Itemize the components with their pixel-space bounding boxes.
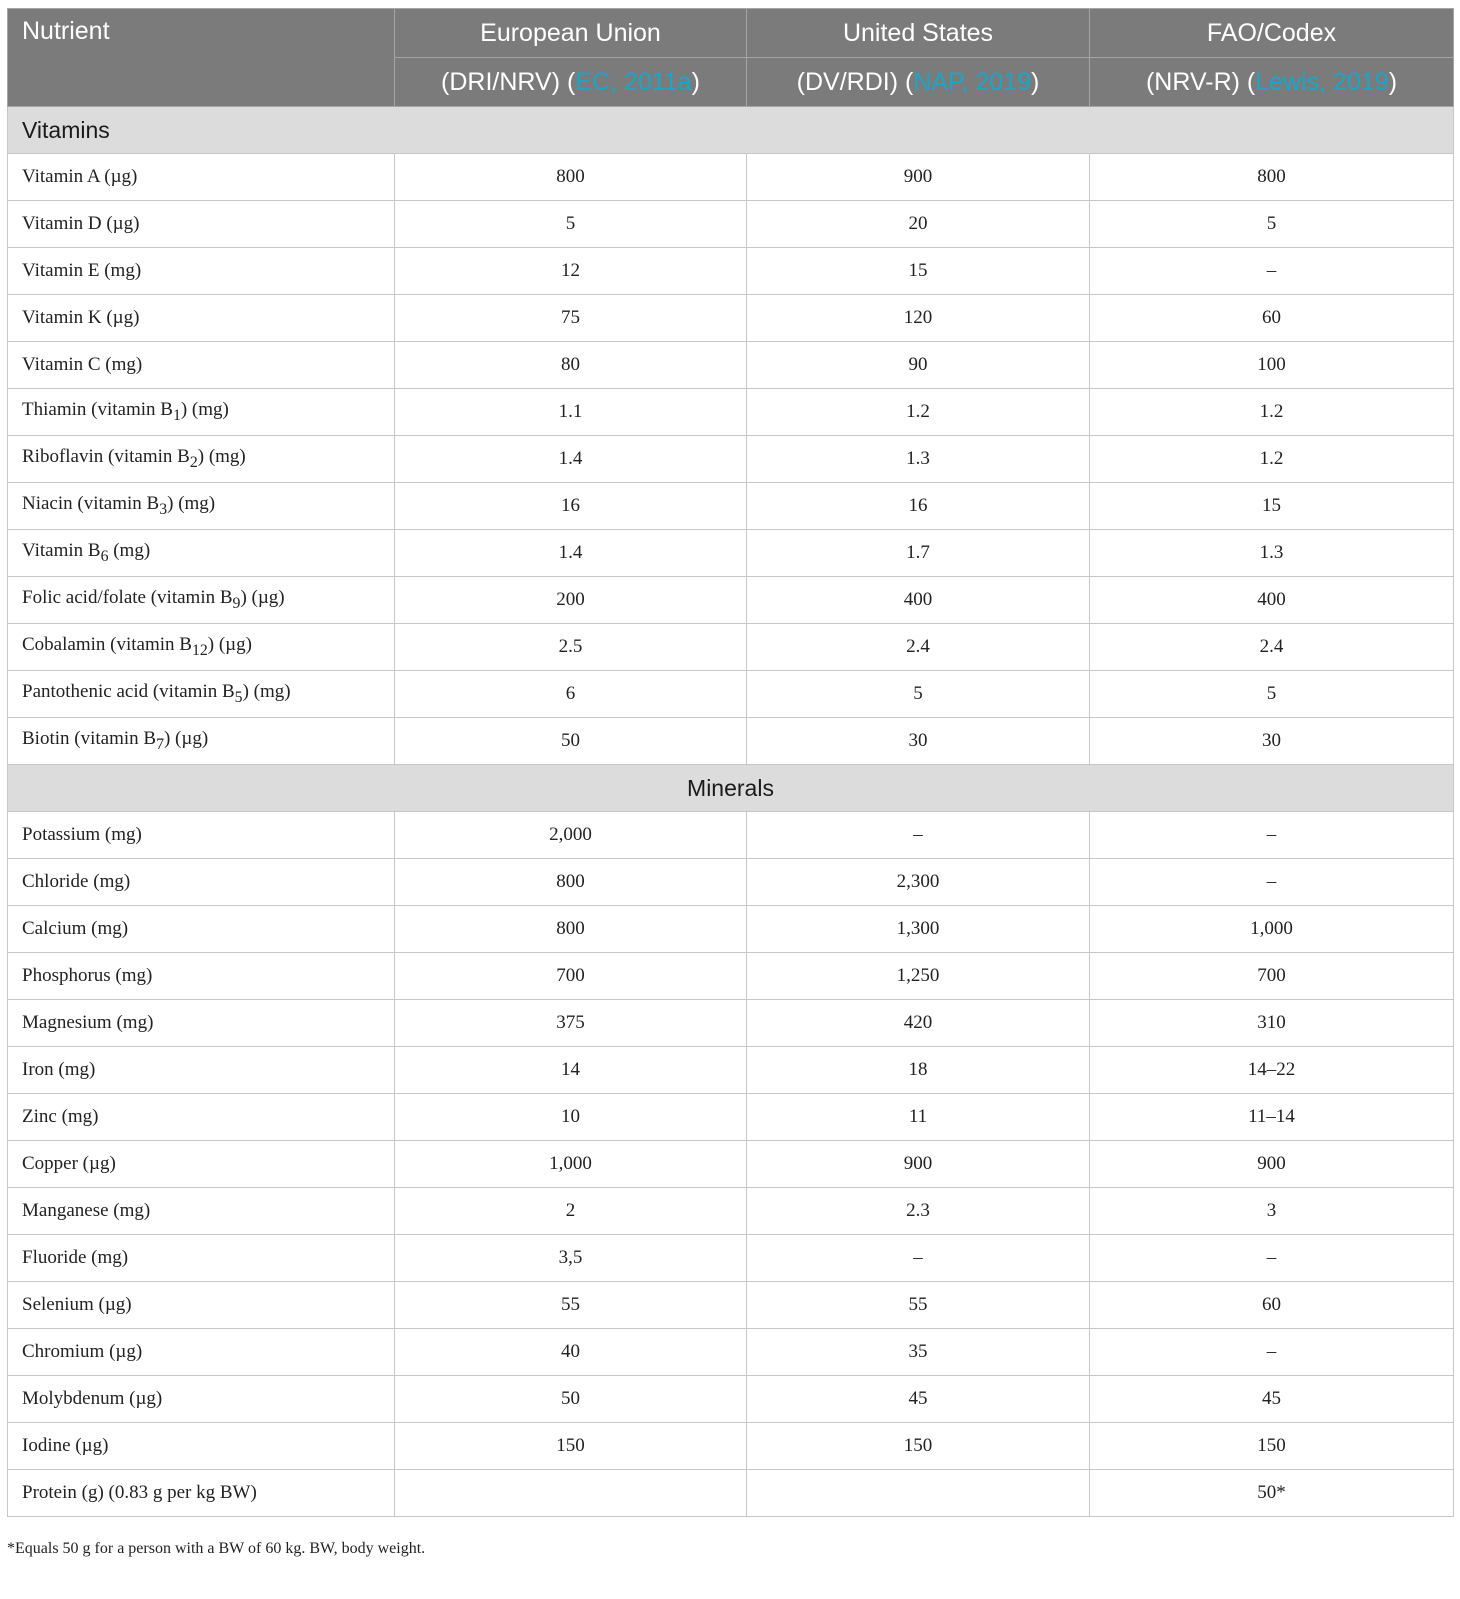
- table-row: [8, 530, 1454, 577]
- nutrient-name-cell: Protein (g) (0.83 g per kg BW): [8, 1470, 395, 1517]
- value-cell-us: 11: [747, 1094, 1090, 1141]
- value-cell-us: 120: [747, 295, 1090, 342]
- nutrient-name-subscript: 1: [172, 406, 181, 424]
- nutrient-name-cell: Vitamin D (µg): [8, 201, 395, 248]
- value-cell-us: 1.7: [747, 530, 1090, 577]
- value-cell-eu: 800: [395, 906, 747, 953]
- value-cell-us: 30: [747, 718, 1090, 765]
- nutrient-name-unit: (mg): [108, 540, 151, 562]
- value-cell-fao: 700: [1090, 953, 1454, 1000]
- nutrient-name-cell: Vitamin C (mg): [8, 342, 395, 389]
- value-cell-us: 45: [747, 1376, 1090, 1423]
- nutrient-name-cell: [8, 577, 395, 624]
- value-cell-eu: 3,5: [395, 1235, 747, 1282]
- value-cell-eu: 1.4: [395, 530, 747, 577]
- value-cell-fao: 60: [1090, 295, 1454, 342]
- table-row: [8, 1047, 1454, 1094]
- value-cell-fao: 11–14: [1090, 1094, 1454, 1141]
- table-row: [8, 1000, 1454, 1047]
- table-row: [8, 1141, 1454, 1188]
- nutrient-name-cell: Vitamin A (µg): [8, 154, 395, 201]
- value-cell-eu: 55: [395, 1282, 747, 1329]
- value-cell-fao: 1.3: [1090, 530, 1454, 577]
- value-cell-eu: 10: [395, 1094, 747, 1141]
- value-cell-fao: 1,000: [1090, 906, 1454, 953]
- value-cell-fao: 1.2: [1090, 436, 1454, 483]
- value-cell-us: 900: [747, 154, 1090, 201]
- nutrient-name-cell: Chromium (µg): [8, 1329, 395, 1376]
- citation-link-eu[interactable]: EC, 2011a: [575, 67, 692, 96]
- value-cell-us: –: [747, 812, 1090, 859]
- value-cell-fao: 2.4: [1090, 624, 1454, 671]
- nutrient-name-subscript: 2: [189, 453, 198, 471]
- nutrient-name-unit: ) (µg): [163, 728, 209, 750]
- nutrient-name-text: Niacin (vitamin B: [22, 493, 160, 515]
- value-cell-eu: 40: [395, 1329, 747, 1376]
- table-row: [8, 295, 1454, 342]
- section-label-minerals: Minerals: [8, 765, 1454, 812]
- nutrient-name-unit: ) (mg): [242, 681, 291, 703]
- nutrient-name-cell: [8, 624, 395, 671]
- nutrient-name-cell: Zinc (mg): [8, 1094, 395, 1141]
- table-row: [8, 389, 1454, 436]
- header-nutrient: Nutrient: [8, 9, 395, 107]
- header-fao-sub: [1090, 58, 1454, 107]
- value-cell-us: 2.4: [747, 624, 1090, 671]
- value-cell-fao: 100: [1090, 342, 1454, 389]
- value-cell-us: 900: [747, 1141, 1090, 1188]
- header-fao-sub-pre: (NRV-R) (: [1145, 67, 1256, 96]
- value-cell-fao: 400: [1090, 577, 1454, 624]
- nutrient-name-cell: Magnesium (mg): [8, 1000, 395, 1047]
- value-cell-eu: 75: [395, 295, 747, 342]
- value-cell-eu: 150: [395, 1423, 747, 1470]
- value-cell-eu: 12: [395, 248, 747, 295]
- nutrient-name-subscript: 9: [232, 594, 241, 612]
- nutrient-name-unit: ) (mg): [180, 399, 229, 421]
- nutrient-name-cell: Vitamin K (µg): [8, 295, 395, 342]
- table-row: [8, 906, 1454, 953]
- nutrient-name-unit: ) (mg): [197, 446, 246, 468]
- value-cell-us: 18: [747, 1047, 1090, 1094]
- citation-link-us[interactable]: NAP, 2019: [913, 67, 1032, 96]
- table-row: [8, 671, 1454, 718]
- nutrient-name-cell: [8, 530, 395, 577]
- table-row: [8, 812, 1454, 859]
- value-cell-us: 420: [747, 1000, 1090, 1047]
- header-us-sub: [747, 58, 1090, 107]
- value-cell-eu: [395, 1470, 747, 1517]
- nutrient-name-text: Vitamin B: [22, 540, 101, 562]
- nutrient-reference-table-wrapper: [7, 8, 1453, 1517]
- value-cell-fao: 310: [1090, 1000, 1454, 1047]
- table-row: [8, 1282, 1454, 1329]
- table-row: [8, 718, 1454, 765]
- value-cell-us: 1,300: [747, 906, 1090, 953]
- value-cell-us: 90: [747, 342, 1090, 389]
- nutrient-name-unit: ) (µg): [240, 587, 285, 609]
- nutrient-name-subscript: 6: [100, 547, 109, 565]
- value-cell-eu: 14: [395, 1047, 747, 1094]
- table-row: [8, 154, 1454, 201]
- nutrient-name-subscript: 5: [234, 688, 243, 706]
- nutrient-reference-table: [7, 8, 1454, 1517]
- value-cell-fao: 5: [1090, 671, 1454, 718]
- header-fao: FAO/Codex: [1090, 9, 1454, 58]
- value-cell-eu: 2,000: [395, 812, 747, 859]
- value-cell-fao: 50*: [1090, 1470, 1454, 1517]
- nutrient-name-subscript: 3: [159, 500, 168, 518]
- value-cell-eu: 50: [395, 718, 747, 765]
- value-cell-eu: 700: [395, 953, 747, 1000]
- table-row: [8, 1470, 1454, 1517]
- value-cell-eu: 200: [395, 577, 747, 624]
- nutrient-name-cell: Iodine (µg): [8, 1423, 395, 1470]
- table-row: [8, 624, 1454, 671]
- value-cell-fao: –: [1090, 1329, 1454, 1376]
- header-eu-sub-post: ): [691, 67, 700, 96]
- header-fao-sub-post: ): [1388, 67, 1398, 96]
- header-eu-sub-pre: (DRI/NRV) (: [441, 67, 576, 96]
- nutrient-name-text: Riboflavin (vitamin B: [22, 446, 190, 468]
- value-cell-fao: 900: [1090, 1141, 1454, 1188]
- value-cell-fao: 15: [1090, 483, 1454, 530]
- value-cell-us: 2.3: [747, 1188, 1090, 1235]
- citation-link-fao[interactable]: Lewis, 2019: [1255, 67, 1389, 96]
- value-cell-us: [747, 1470, 1090, 1517]
- table-body: [8, 107, 1454, 1517]
- nutrient-name-cell: [8, 389, 395, 436]
- value-cell-eu: 6: [395, 671, 747, 718]
- table-row: [8, 1423, 1454, 1470]
- nutrient-name-unit: ) (mg): [167, 493, 216, 515]
- table-row: [8, 1329, 1454, 1376]
- nutrient-name-unit: ) (µg): [207, 634, 252, 656]
- value-cell-us: 20: [747, 201, 1090, 248]
- value-cell-us: 2,300: [747, 859, 1090, 906]
- nutrient-name-cell: Potassium (mg): [8, 812, 395, 859]
- value-cell-eu: 5: [395, 201, 747, 248]
- header-us: United States: [747, 9, 1090, 58]
- table-row: [8, 859, 1454, 906]
- nutrient-name-cell: Iron (mg): [8, 1047, 395, 1094]
- value-cell-eu: 80: [395, 342, 747, 389]
- nutrient-name-text: Pantothenic acid (vitamin B: [22, 681, 235, 703]
- table-row: [8, 248, 1454, 295]
- nutrient-name-cell: [8, 436, 395, 483]
- value-cell-fao: 14–22: [1090, 1047, 1454, 1094]
- table-footnote: *Equals 50 g for a person with a BW of 60 kg. BW, body weight.: [7, 1540, 426, 1557]
- value-cell-eu: 1.4: [395, 436, 747, 483]
- nutrient-name-cell: Selenium (µg): [8, 1282, 395, 1329]
- value-cell-fao: 60: [1090, 1282, 1454, 1329]
- header-row-1: [8, 9, 1454, 58]
- value-cell-eu: 800: [395, 154, 747, 201]
- table-row: [8, 1235, 1454, 1282]
- section-row-vitamins: [8, 107, 1454, 154]
- value-cell-eu: 1,000: [395, 1141, 747, 1188]
- nutrient-name-cell: Molybdenum (µg): [8, 1376, 395, 1423]
- section-label-vitamins: Vitamins: [8, 107, 1454, 154]
- value-cell-us: 5: [747, 671, 1090, 718]
- value-cell-us: 150: [747, 1423, 1090, 1470]
- value-cell-us: 1,250: [747, 953, 1090, 1000]
- value-cell-eu: 800: [395, 859, 747, 906]
- nutrient-name-cell: [8, 718, 395, 765]
- nutrient-name-cell: Vitamin E (mg): [8, 248, 395, 295]
- nutrient-name-text: Thiamin (vitamin B: [22, 399, 173, 421]
- table-row: [8, 1376, 1454, 1423]
- nutrient-name-text: Cobalamin (vitamin B: [22, 634, 192, 656]
- value-cell-eu: 16: [395, 483, 747, 530]
- value-cell-us: 1.2: [747, 389, 1090, 436]
- nutrient-name-cell: [8, 483, 395, 530]
- nutrient-name-subscript: 7: [156, 735, 164, 753]
- table-row: [8, 201, 1454, 248]
- value-cell-fao: 1.2: [1090, 389, 1454, 436]
- value-cell-fao: –: [1090, 859, 1454, 906]
- value-cell-us: –: [747, 1235, 1090, 1282]
- value-cell-us: 35: [747, 1329, 1090, 1376]
- header-eu: European Union: [395, 9, 747, 58]
- nutrient-name-cell: Phosphorus (mg): [8, 953, 395, 1000]
- nutrient-name-cell: Fluoride (mg): [8, 1235, 395, 1282]
- table-row: [8, 342, 1454, 389]
- table-row: [8, 1094, 1454, 1141]
- value-cell-fao: 150: [1090, 1423, 1454, 1470]
- nutrient-name-text: Biotin (vitamin B: [22, 728, 157, 750]
- value-cell-fao: –: [1090, 1235, 1454, 1282]
- value-cell-us: 400: [747, 577, 1090, 624]
- section-row-minerals: [8, 765, 1454, 812]
- value-cell-fao: 45: [1090, 1376, 1454, 1423]
- value-cell-fao: –: [1090, 248, 1454, 295]
- value-cell-us: 16: [747, 483, 1090, 530]
- value-cell-eu: 375: [395, 1000, 747, 1047]
- value-cell-eu: 50: [395, 1376, 747, 1423]
- value-cell-fao: –: [1090, 812, 1454, 859]
- nutrient-name-cell: Manganese (mg): [8, 1188, 395, 1235]
- nutrient-name-subscript: 12: [191, 641, 208, 659]
- table-header: [8, 9, 1454, 107]
- table-row: [8, 953, 1454, 1000]
- value-cell-us: 1.3: [747, 436, 1090, 483]
- value-cell-fao: 3: [1090, 1188, 1454, 1235]
- table-row: [8, 483, 1454, 530]
- header-us-sub-pre: (DV/RDI) (: [796, 67, 914, 96]
- table-row: [8, 577, 1454, 624]
- nutrient-name-cell: Copper (µg): [8, 1141, 395, 1188]
- table-row: [8, 436, 1454, 483]
- value-cell-fao: 30: [1090, 718, 1454, 765]
- value-cell-eu: 2.5: [395, 624, 747, 671]
- value-cell-us: 55: [747, 1282, 1090, 1329]
- value-cell-fao: 800: [1090, 154, 1454, 201]
- header-us-sub-post: ): [1031, 67, 1040, 96]
- value-cell-eu: 1.1: [395, 389, 747, 436]
- value-cell-eu: 2: [395, 1188, 747, 1235]
- header-eu-sub: [395, 58, 747, 107]
- nutrient-name-cell: Chloride (mg): [8, 859, 395, 906]
- nutrient-name-text: Folic acid/folate (vitamin B: [22, 587, 233, 609]
- value-cell-us: 15: [747, 248, 1090, 295]
- table-row: [8, 1188, 1454, 1235]
- value-cell-fao: 5: [1090, 201, 1454, 248]
- nutrient-name-cell: [8, 671, 395, 718]
- nutrient-name-cell: Calcium (mg): [8, 906, 395, 953]
